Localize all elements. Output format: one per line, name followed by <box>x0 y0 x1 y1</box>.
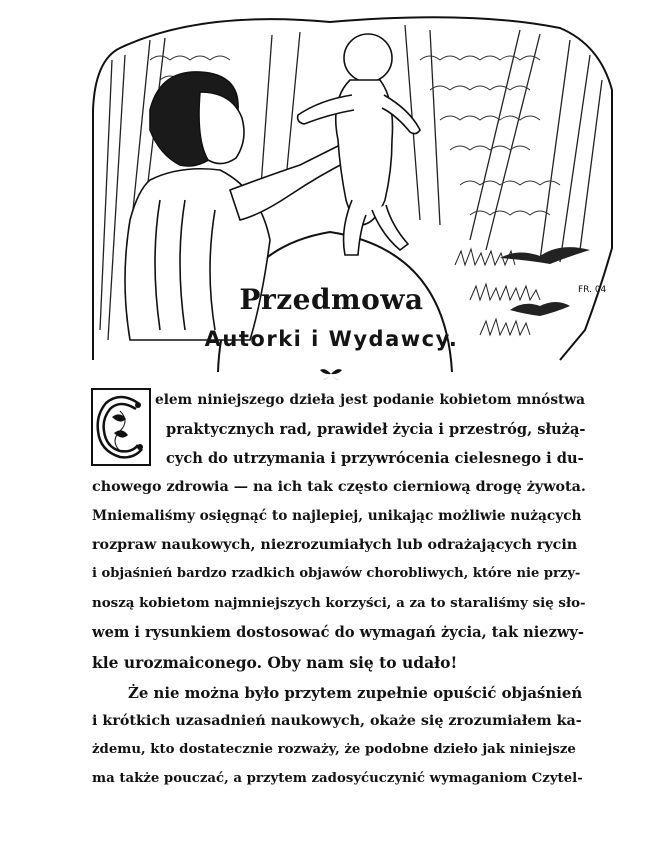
text-line: elem niniejszego dzieła jest podanie kobietom mnóstwa <box>155 392 585 408</box>
text-line: Że nie można było przytem zupełnie opuścić objaśnień <box>128 684 583 702</box>
text-line: praktycznych rad, prawideł życia i przestróg, służą- <box>166 421 586 438</box>
page-subtitle: Autorki i Wydawcy. <box>204 327 459 351</box>
text-line: cych do utrzymania i przywrócenia cielesnego i du- <box>166 450 584 467</box>
text-line: i krótkich uzasadnień naukowych, okaże się zrozumiałem ka- <box>92 713 582 729</box>
text-line: kle urozmaiconego. Oby nam się to udało! <box>92 653 458 672</box>
text-line: rozpraw naukowych, niezrozumiałych lub odrażających rycin <box>92 537 578 553</box>
text-line: wem i rysunkiem dostosować do wymagań życia, tak niezwy- <box>92 624 584 641</box>
text-line: Mniemaliśmy osięgnąć to najlepiej, unikając możliwie nużących <box>92 508 582 524</box>
text-line: i objaśnień bardzo rzadkich objawów chorobliwych, które nie przy- <box>92 566 581 581</box>
text-line: żdemu, kto dostatecznie rozważy, że podobne dzieło jak niniejsze <box>92 742 576 757</box>
text-line: noszą kobietom najmniejszych korzyści, a za to staraliśmy się sło- <box>92 595 586 611</box>
text-line: ma także pouczać, a przytem zadosyćuczynić wymaganiom Czytel- <box>92 771 583 786</box>
page-title: Przedmowa <box>239 283 424 316</box>
text-line: chowego zdrowia — na ich tak często cierniową drogę żywota. <box>92 479 586 495</box>
artist-signature: FR. 04 <box>578 285 607 295</box>
